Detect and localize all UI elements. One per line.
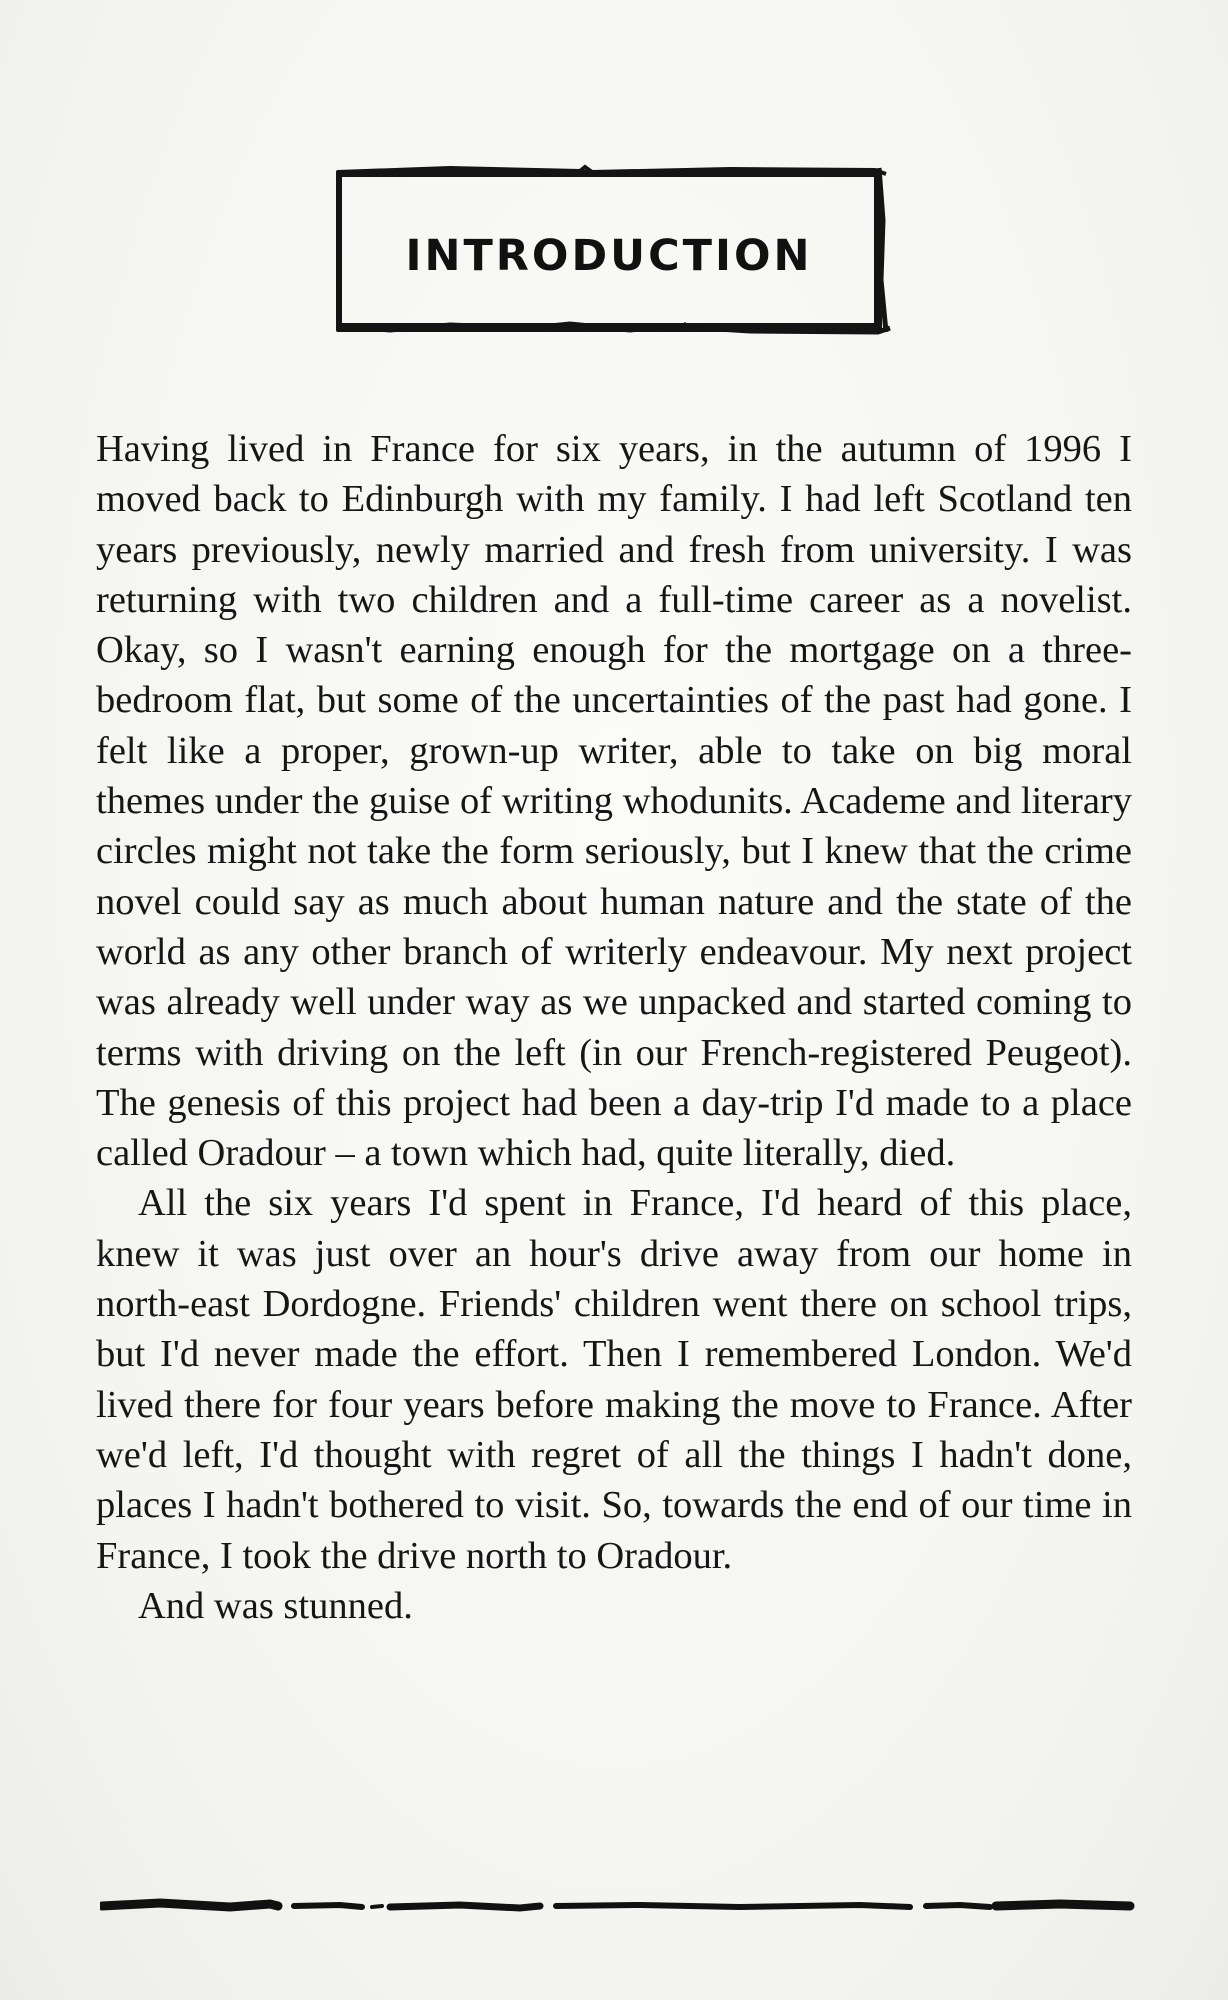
footer-brush-rule: [100, 1892, 1136, 1920]
page-title: INTRODUCTION: [405, 231, 813, 281]
paragraph-1: Having lived in France for six years, in the autumn of 1996 I moved back to Edinburgh with my family. I had left Scotland ten years previously, newly married and fresh from university. I was returning with two children and a full-time career as a novelist. Okay, so I wasn't earning enough for the mortgage on a three-bedroom flat, but some of the uncertainties of the past had gone. I felt like a proper, grown-up writer, able to take on big moral themes under the guise of writing whodunits. Academe and literary circles might not take the form seriously, but I knew that the crime novel could say as much about human nature and the state of the world as any other branch of writerly endeavour. My next project was already well under way as we unpacked and started coming to terms with driving on the left (in our French-registered Peugeot). The genesis of this project had been a day-trip I'd made to a place called Oradour – a town which had, quite literally, died.: [96, 428, 1132, 1175]
paragraph-3: And was stunned.: [138, 1584, 413, 1627]
paragraph-2: All the six years I'd spent in France, I'd heard of this place, knew it was just over an hour's drive away from our home in north-east Dordogne. Friends' children went there on school trips, but I'd never made the effort. Then I remembered London. We'd lived there for four years before making the move to France. After we'd left, I'd thought with regret of all the things I hadn't done, places I hadn't bothered to visit. So, towards the end of our time in France, I took the drive north to Oradour.: [96, 1182, 1132, 1577]
body-text: [96, 424, 1132, 1631]
